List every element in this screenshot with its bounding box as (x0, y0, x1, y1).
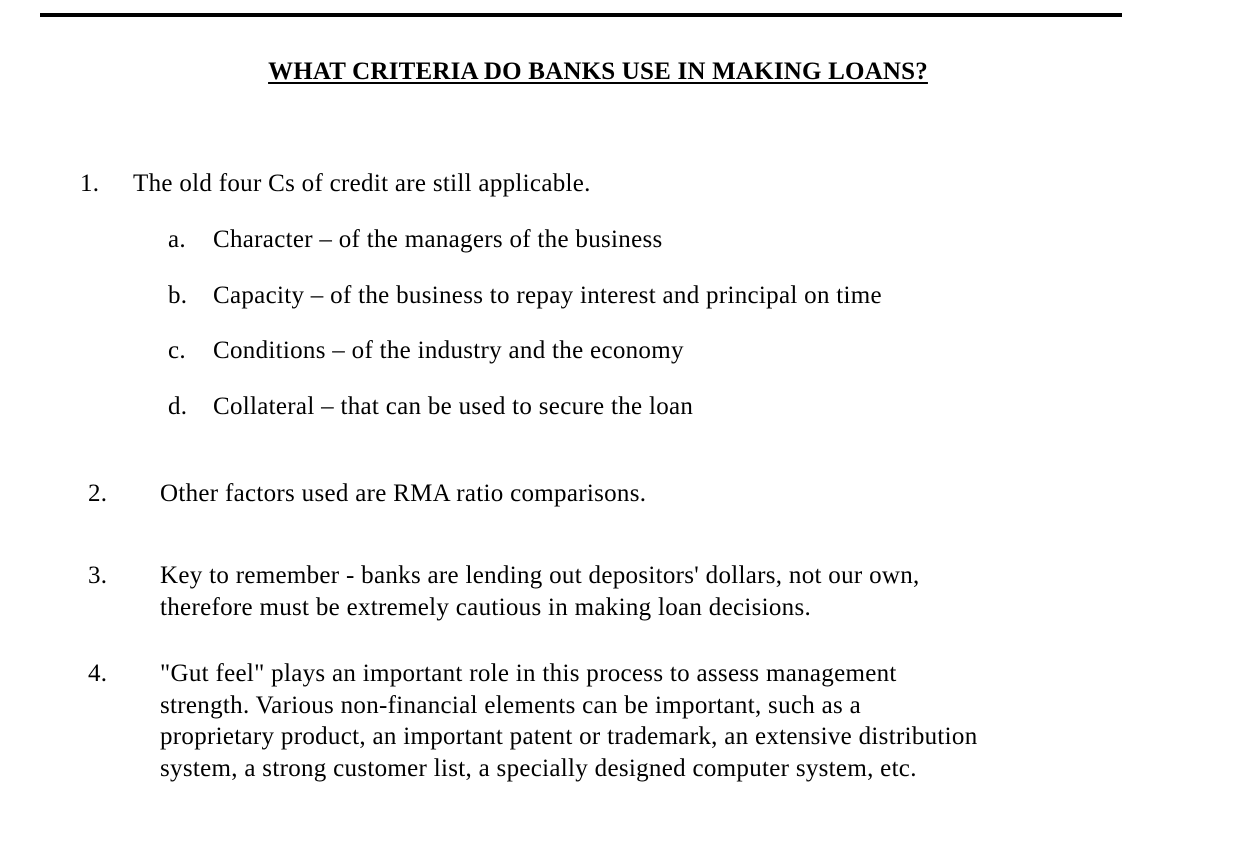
paragraph-line: Other factors used are RMA ratio comparisons. (160, 480, 647, 507)
subitem-letter: b. (168, 282, 188, 309)
item-number: 3. (88, 562, 108, 589)
paragraph-line: therefore must be extremely cautious in making loan decisions. (160, 593, 812, 621)
subitem-text: Collateral – that can be used to secure the loan (213, 393, 694, 420)
item-paragraph (160, 560, 920, 623)
paragraph-line: strength. Various non-financial elements can be important, such as a (160, 691, 861, 719)
item-paragraph (160, 658, 978, 784)
item-number: 4. (88, 660, 108, 687)
item-text: The old four Cs of credit are still applicable. (133, 170, 591, 197)
top-rule (40, 13, 1122, 17)
paragraph-line: Key to remember - banks are lending out depositors' dollars, not our own, (160, 562, 920, 589)
page-title: WHAT CRITERIA DO BANKS USE IN MAKING LOANS? (268, 58, 928, 85)
paragraph-line: system, a strong customer list, a specially designed computer system, etc. (160, 754, 917, 782)
subitem-text: Character – of the managers of the business (213, 226, 663, 253)
subitem-text: Capacity – of the business to repay interest and principal on time (213, 282, 882, 309)
item-number: 1. (80, 170, 100, 197)
subitem-letter: a. (168, 226, 186, 253)
subitem-letter: d. (168, 393, 188, 420)
paragraph-line: "Gut feel" plays an important role in this process to assess management (160, 660, 897, 687)
item-paragraph (160, 478, 646, 510)
subitem-text: Conditions – of the industry and the economy (213, 337, 684, 364)
paragraph-line: proprietary product, an important patent or trademark, an extensive distribution (160, 723, 978, 750)
subitem-letter: c. (168, 337, 186, 364)
item-number: 2. (88, 480, 108, 507)
